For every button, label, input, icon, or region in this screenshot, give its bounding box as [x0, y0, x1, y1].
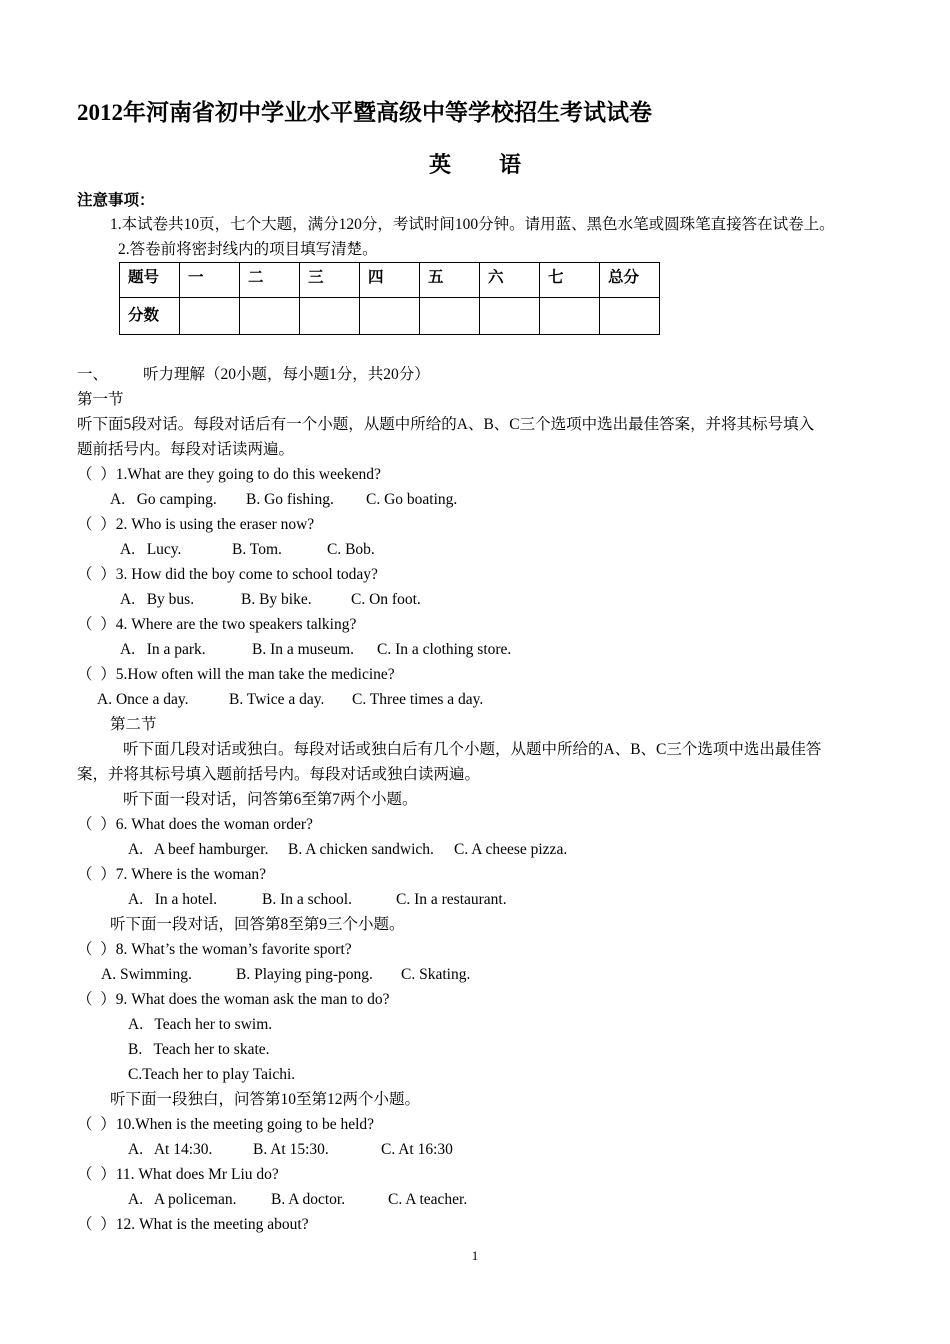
question-9: （ ）9. What does the woman ask the man to do? — [77, 991, 390, 1008]
notice-item-1: 1.本试卷共10页，七个大题，满分120分，考试时间100分钟。请用蓝、黑色水笔或圆珠笔直接答在试卷上。 — [110, 216, 835, 233]
score-cell: 四 — [360, 263, 420, 298]
option-7a: A. In a hotel. — [128, 891, 218, 908]
subject-char-2: 语 — [499, 152, 522, 177]
option-8a: A. Swimming. — [101, 966, 192, 983]
option-7c: C. In a restaurant. — [396, 891, 507, 908]
option-4c: C. In a clothing store. — [377, 641, 512, 658]
score-cell: 总分 — [600, 263, 660, 298]
option-4b: B. In a museum. — [252, 641, 355, 658]
question-8: （ ）8. What’s the woman’s favorite sport? — [77, 941, 352, 958]
option-11b: B. A doctor. — [271, 1191, 346, 1208]
score-table — [119, 262, 660, 335]
question-1: （ ）1.What are they going to do this weekend? — [77, 466, 381, 483]
score-input-cell[interactable] — [360, 298, 420, 335]
option-5b: B. Twice a day. — [229, 691, 325, 708]
section2-heading: 第二节 — [110, 716, 157, 733]
section1-heading: 第一节 — [77, 391, 124, 408]
question-7: （ ）7. Where is the woman? — [77, 866, 266, 883]
score-input-cell[interactable] — [600, 298, 660, 335]
notice-heading: 注意事项： — [77, 192, 155, 209]
option-8b: B. Playing ping-pong. — [236, 966, 373, 983]
score-cell: 七 — [540, 263, 600, 298]
option-2c: C. Bob. — [327, 541, 375, 558]
score-input-cell[interactable] — [540, 298, 600, 335]
score-input-cell[interactable] — [180, 298, 240, 335]
option-3c: C. On foot. — [351, 591, 421, 608]
option-9c: C.Teach her to play Taichi. — [128, 1066, 296, 1083]
score-cell: 二 — [240, 263, 300, 298]
score-input-cell[interactable] — [300, 298, 360, 335]
question-3: （ ）3. How did the boy come to school today? — [77, 566, 378, 583]
option-11a: A. A policeman. — [128, 1191, 237, 1208]
score-table-header-row — [120, 263, 660, 298]
option-2a: A. Lucy. — [120, 541, 182, 558]
score-table-score-row — [120, 298, 660, 335]
score-input-cell[interactable] — [420, 298, 480, 335]
option-9a: A. Teach her to swim. — [128, 1016, 273, 1033]
option-11c: C. A teacher. — [388, 1191, 468, 1208]
part1-number: 一、 — [77, 366, 109, 383]
option-6a: A. A beef hamburger. — [128, 841, 269, 858]
option-3a: A. By bus. — [120, 591, 195, 608]
question-11: （ ）11. What does Mr Liu do? — [77, 1166, 279, 1183]
option-6b: B. A chicken sandwich. — [288, 841, 434, 858]
score-cell: 五 — [420, 263, 480, 298]
subject-char-1: 英 — [428, 152, 451, 177]
score-cell: 题号 — [120, 263, 180, 298]
option-5c: C. Three times a day. — [352, 691, 484, 708]
score-input-cell[interactable] — [480, 298, 540, 335]
exam-title: 2012年河南省初中学业水平暨高级中等学校招生考试试卷 — [77, 100, 652, 125]
section2-instruction-1: 听下面几段对话或独白。每段对话或独白后有几个小题，从题中所给的A、B、C三个选项中选出最佳答 — [123, 741, 822, 758]
group-2-instruction: 听下面一段对话，回答第8至第9三个小题。 — [110, 916, 405, 933]
score-input-cell[interactable] — [240, 298, 300, 335]
section2-instruction-2: 案，并将其标号填入题前括号内。每段对话或独白读两遍。 — [77, 766, 481, 783]
option-1b: B. Go fishing. — [246, 491, 334, 508]
option-1c: C. Go boating. — [366, 491, 458, 508]
option-10c: C. At 16:30 — [381, 1141, 453, 1158]
question-10: （ ）10.When is the meeting going to be held? — [77, 1116, 375, 1133]
option-10b: B. At 15:30. — [253, 1141, 329, 1158]
score-cell: 一 — [180, 263, 240, 298]
notice-item-2: 2.答卷前将密封线内的项目填写清楚。 — [118, 241, 378, 258]
option-4a: A. In a park. — [120, 641, 206, 658]
page-number: 1 — [471, 1248, 479, 1263]
option-9b: B. Teach her to skate. — [128, 1041, 270, 1058]
question-4: （ ）4. Where are the two speakers talking? — [77, 616, 357, 633]
option-6c: C. A cheese pizza. — [454, 841, 568, 858]
question-12: （ ）12. What is the meeting about? — [77, 1216, 309, 1233]
option-1a: A. Go camping. — [110, 491, 217, 508]
option-5a: A. Once a day. — [97, 691, 189, 708]
score-cell: 六 — [480, 263, 540, 298]
part1-title: 听力理解（20小题，每小题1分，共20分） — [143, 366, 430, 383]
question-5: （ ）5.How often will the man take the medicine? — [77, 666, 395, 683]
score-cell: 三 — [300, 263, 360, 298]
option-2b: B. Tom. — [232, 541, 282, 558]
section1-instruction-1: 听下面5段对话。每段对话后有一个小题，从题中所给的A、B、C三个选项中选出最佳答案，并将其标号填入 — [77, 416, 815, 433]
option-10a: A. At 14:30. — [128, 1141, 213, 1158]
question-2: （ ）2. Who is using the eraser now? — [77, 516, 315, 533]
question-6: （ ）6. What does the woman order? — [77, 816, 313, 833]
section1-instruction-2: 题前括号内。每段对话读两遍。 — [77, 441, 295, 458]
group-1-instruction: 听下面一段对话，问答第6至第7两个小题。 — [123, 791, 418, 808]
option-3b: B. By bike. — [241, 591, 312, 608]
group-3-instruction: 听下面一段独白，问答第10至第12两个小题。 — [110, 1091, 421, 1108]
score-cell: 分数 — [120, 298, 180, 335]
option-7b: B. In a school. — [262, 891, 352, 908]
subject-title — [0, 150, 950, 180]
option-8c: C. Skating. — [401, 966, 471, 983]
